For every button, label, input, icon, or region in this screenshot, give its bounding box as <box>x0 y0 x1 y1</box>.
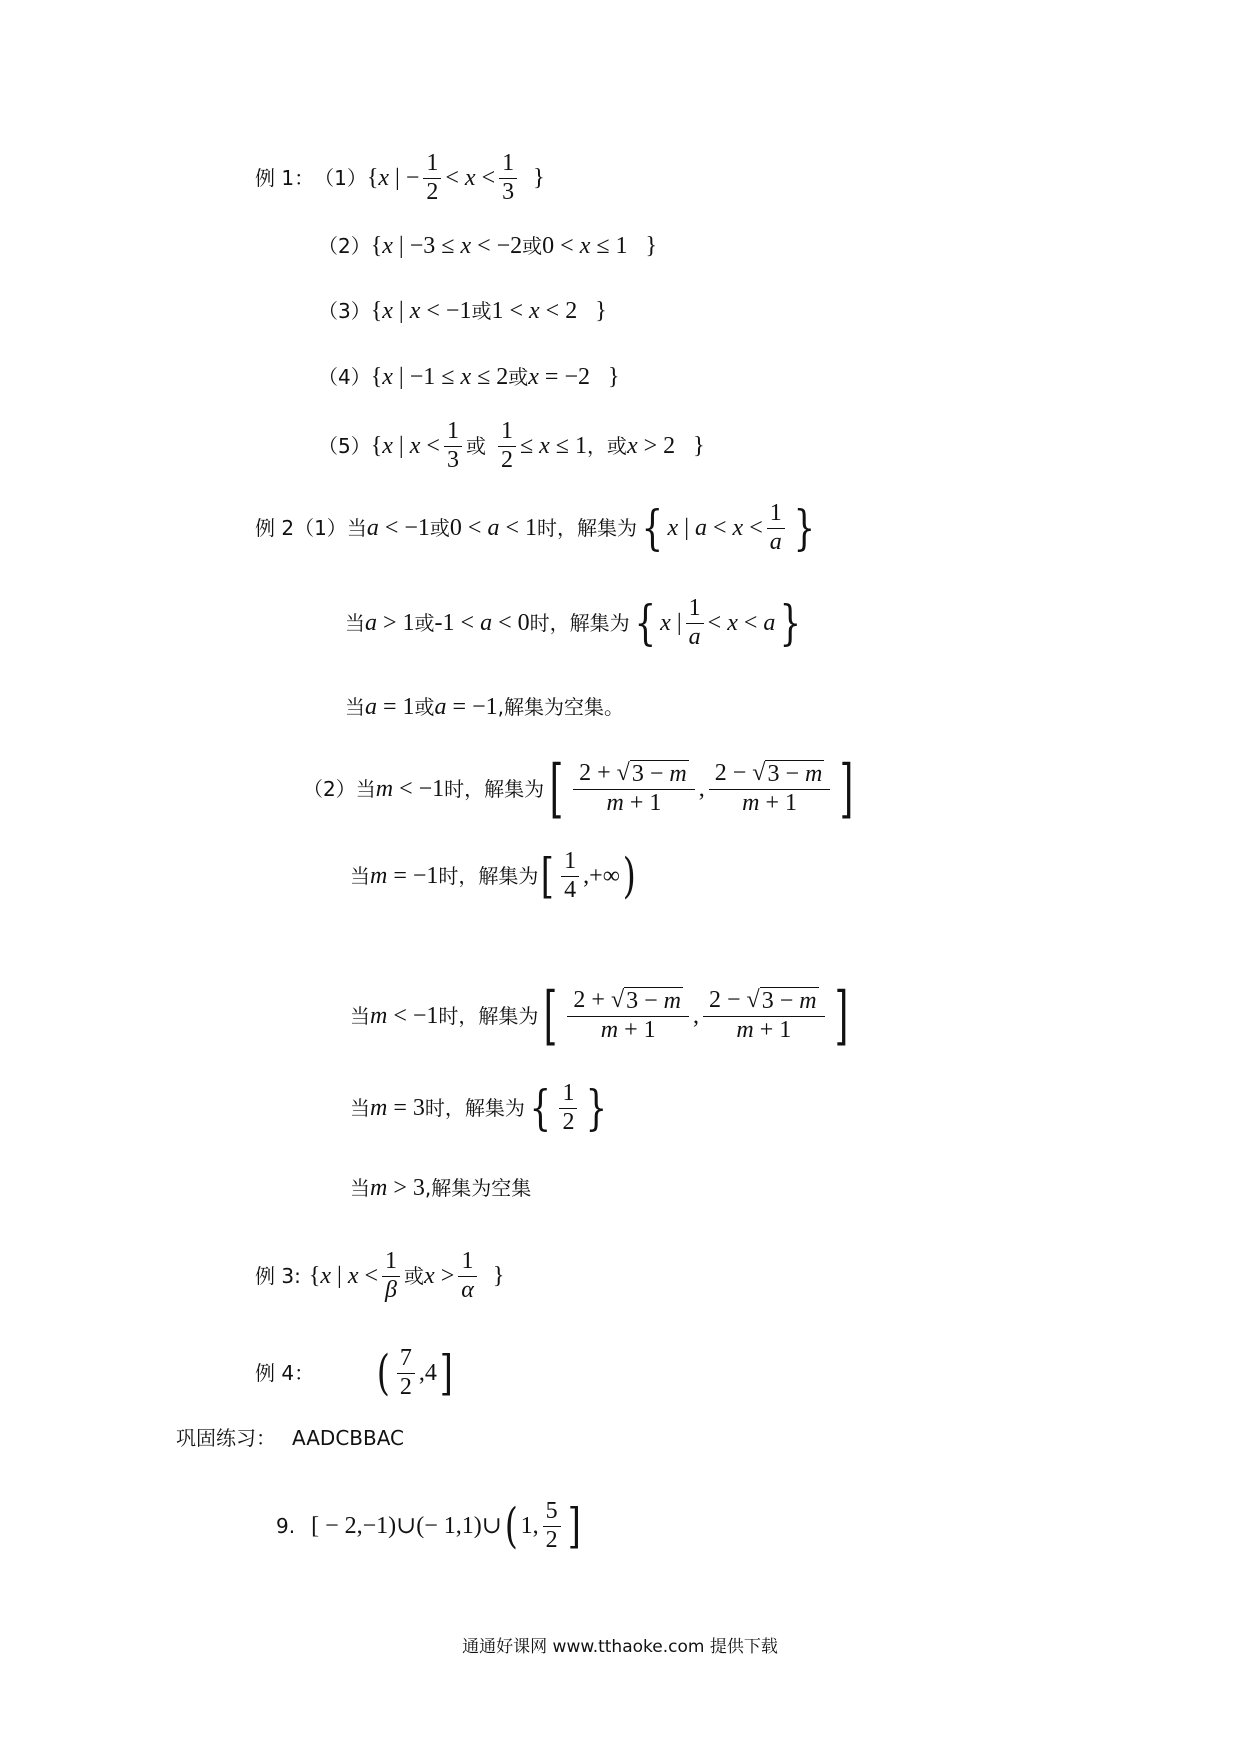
ex2-part2-line-1: （2） 当 m < −1 时， 解集为 [ 2 + √ 3 − m m + 1 , 2 − √ 3 − m m + 1 ] <box>303 752 854 826</box>
or-word: 或 <box>465 434 486 459</box>
ex2-part2-line-3: 当 m < −1 时， 解集为 [ 2 + √ 3 − m m + 1 , 2 − √ 3 − m m + 1 ] <box>350 979 848 1053</box>
ex3-label: 例 3: <box>255 1264 301 1289</box>
ex1-line-2: （2） {x | −3 ≤ x < −2 或 0 < x ≤ 1 } <box>318 233 658 259</box>
comma-or-word: ，或 <box>586 434 627 459</box>
q9-label: 9. <box>276 1514 296 1539</box>
ex2-part2-line-4: 当 m = 3 时， 解集为 { $\frac{1}{2}$ } <box>350 1080 608 1137</box>
fraction-interval-right: 2 − √ 3 − m m + 1 <box>709 760 831 817</box>
fraction-7-2: $\frac{7}{2}$ <box>397 1345 415 1401</box>
ex1-line-3: （3） {x | x < −1 或 1 < x < 2 } <box>318 298 607 324</box>
fraction-1-a: $\frac{1}{a}$ <box>686 595 704 651</box>
ex2-part2-line-5: 当 m > 3 ,解集为空集 <box>350 1175 532 1201</box>
fraction-1-2: $\frac{1}{2}$ <box>423 150 441 206</box>
or-word: 或 <box>471 299 492 323</box>
fraction-1-beta: $\frac{1}{\beta}$ <box>382 1248 400 1304</box>
ex1-part-4-label: （4） <box>318 365 371 389</box>
ex1-part-5-label: （5） <box>318 434 371 459</box>
ex1-part-1-label: （1） <box>314 166 367 191</box>
fraction-1-4: $\frac{1}{4}$ <box>561 848 579 904</box>
ex1-part-2-label: （2） <box>318 234 371 258</box>
fraction-1-a: $\frac{1}{a}$ <box>767 500 785 556</box>
fraction-1-alpha: $\frac{1}{\alpha}$ <box>458 1248 477 1304</box>
fraction-interval-left: 2 + √ 3 − m m + 1 <box>573 760 695 817</box>
ex2-line-1: 例 2（1） 当 a < −1 或 0 < a < 1 时， 解集为 { x | a < x < $\frac{1}{a}$ } <box>255 500 815 557</box>
fraction-1-2: $\frac{1}{2}$ <box>498 418 516 474</box>
fraction-interval-left: 2 + √ 3 − m m + 1 <box>567 987 689 1044</box>
ex1-part-3-label: （3） <box>318 299 371 323</box>
fraction-5-2: $\frac{5}{2}$ <box>543 1498 561 1554</box>
ex4-line: 例 4： ( $\frac{7}{2}$ ,4 ] <box>255 1345 453 1402</box>
ex2-line-2: 当 a > 1 或 -1 < a < 0 时， 解集为 { x | $\frac{1}{a}$ < x < a } <box>345 595 802 652</box>
or-word: 或 <box>522 234 543 258</box>
q9-line: 9. [ − 2,−1)∪(− 1,1)∪ ( 1, $\frac{5}{2}$ ] <box>276 1498 581 1555</box>
fraction-1-2: $\frac{1}{2}$ <box>559 1080 577 1136</box>
or-word: 或 <box>508 365 529 389</box>
ex1-label: 例 1： <box>255 166 315 191</box>
fraction-1-3: $\frac{1}{3}$ <box>499 150 517 206</box>
ex2-label: 例 2（1） <box>255 516 347 541</box>
practice-answers: AADCBBAC <box>292 1426 405 1450</box>
practice-line <box>176 1428 404 1448</box>
ex1-line-1: 例 1： （1） {x | − $\frac{1}{2}$ < x < $\frac{1}{3}$ } <box>255 150 545 205</box>
ex1-line-5: （5） {x | x < $\frac{1}{3}$ 或 $\frac{1}{2}$ ≤ x ≤ 1 ，或 x > 2 } <box>318 418 705 473</box>
ex2-part2-line-2: 当 m = −1 时， 解集为 [ $\frac{1}{4}$ ,+∞ ) <box>350 848 636 905</box>
practice-label: 巩固练习： <box>176 1426 276 1450</box>
math-expression: {x | − <box>366 165 420 192</box>
ex3-line: 例 3: {x | x < $\frac{1}{\beta}$ 或 x > $\frac{1}{\alpha}$ } <box>255 1248 505 1303</box>
ex1-line-4: （4） {x | −1 ≤ x ≤ 2 或 x = −2 } <box>318 364 620 390</box>
fraction-1-3: $\frac{1}{3}$ <box>444 418 462 474</box>
ex4-label: 例 4： <box>255 1361 315 1386</box>
fraction-interval-right: 2 − √ 3 − m m + 1 <box>703 987 825 1044</box>
footer-text: 通通好课网 www.tthaoke.com 提供下载 <box>462 1637 778 1657</box>
ex2-line-3: 当 a = 1 或 a = −1 ,解集为空集。 <box>345 694 624 720</box>
